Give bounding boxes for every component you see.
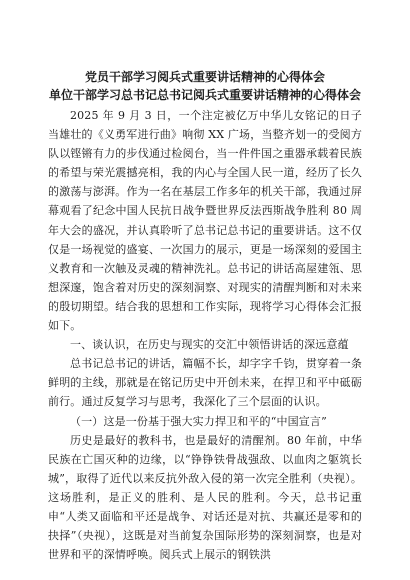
intro-paragraph: 2025 年 9 月 3 日，一个注定被亿万中华儿女铭记的日子当雄壮的《义勇军进行曲》响彻 XX 广场，当整齐划一的受阅方队以铿锵有力的步伐通过检阅台，当一件件国之重器承载着民族的希望与荣光震撼亮相，我的内心与全国人民一道，经历了长久的激荡与澎湃。作为一名在基层工作多年的机关干部，我通过屏幕观看了纪念中国人民抗日战争暨世界反法西斯战争胜利 80 周年大会的盛况，并认真聆听了总书记总书记的重要讲话。这不仅仅是一场视觉的盛宴、一次国力的展示，更是一场深刻的爱国主义教育和一次触及灵魂的精神洗礼。总书记的讲话高屋建瓴、思想深邃，饱含着对历史的深刻洞察、对现实的清醒判断和对未来的殷切期望。结合我的思想和工作实际，现将学习心得体会汇报如下。 <box>48 109 362 333</box>
document-title: 党员干部学习阅兵式重要讲话精神的心得体会 <box>84 70 325 84</box>
section-heading-1: 一、谈认识，在历史与现实的交汇中领悟讲话的深远意蕴 <box>70 338 349 352</box>
subsection-heading-1: （一）这是一份基于强大实力捍卫和平的“中国宣言” <box>70 414 327 428</box>
subsection-1-paragraph: 历史是最好的教科书，也是最好的清醒剂。80 年前，中华民族在亡国灭种的边缘，以“铮铮铁骨战强敌、以血肉之躯筑长城”，取得了近代以来反抗外敌入侵的第一次完全胜利（央视）。这场胜利，是正义的胜利、是人民的胜利。今天，总书记重申“人类又面临和平还是战争、对话还是对抗、共赢还是零和的抉择”（央视），这既是对当前复杂国际形势的深刻洞察，也是对世界和平的深情呼唤。阅兵式上展示的钢铁洪 <box>48 433 362 562</box>
document-body <box>48 106 362 564</box>
section-1-paragraph: 总书记总书记的讲话，篇幅不长，却字字千钧，贯穿着一条鲜明的主线，那就是在铭记历史中开创未来，在捍卫和平中砥砺前行。通过反复学习与思考，我深化了三个层面的认识。 <box>48 357 362 409</box>
document-subtitle: 单位干部学习总书记总书记阅兵式重要讲话精神的心得体会 <box>48 88 361 102</box>
